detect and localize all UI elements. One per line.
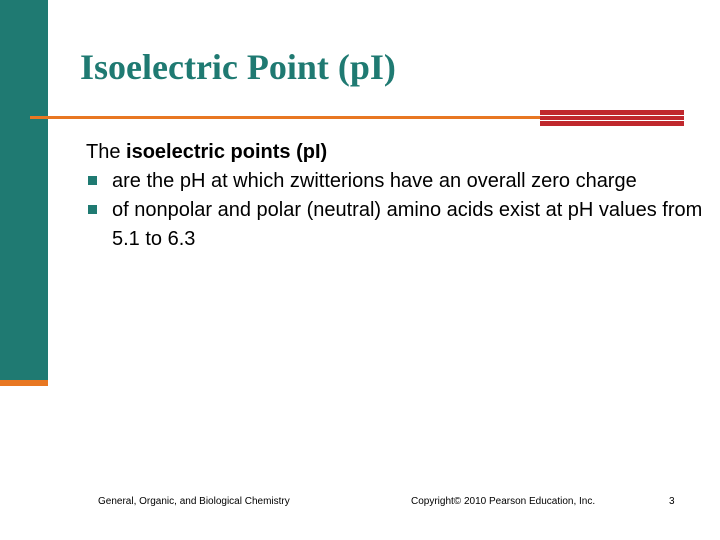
footer-course-title: General, Organic, and Biological Chemistry (98, 496, 290, 507)
slide-title: Isoelectric Point (pI) (80, 47, 396, 87)
bullet-text: are the pH at which zwitterions have an overall zero charge (112, 170, 637, 192)
side-accent-bar-edge (0, 380, 48, 386)
intro-prefix: The (86, 141, 127, 163)
square-bullet-icon (88, 205, 97, 214)
footer-copyright: Copyright© 2010 Pearson Education, Inc. (411, 496, 596, 507)
footer-page-number: 3 (669, 496, 675, 507)
bullet-list (86, 167, 706, 254)
title-divider-accent (540, 110, 684, 126)
slide-body (86, 138, 706, 254)
title-divider (30, 116, 540, 119)
bullet-item (86, 167, 706, 196)
intro-line (86, 138, 706, 167)
side-accent-bar (0, 0, 48, 380)
intro-term: isoelectric points (pI) (126, 141, 328, 163)
bullet-text: of nonpolar and polar (neutral) amino acids exist at pH values from 5.1 to 6.3 (112, 199, 703, 250)
bullet-item (86, 196, 706, 254)
square-bullet-icon (88, 176, 97, 185)
